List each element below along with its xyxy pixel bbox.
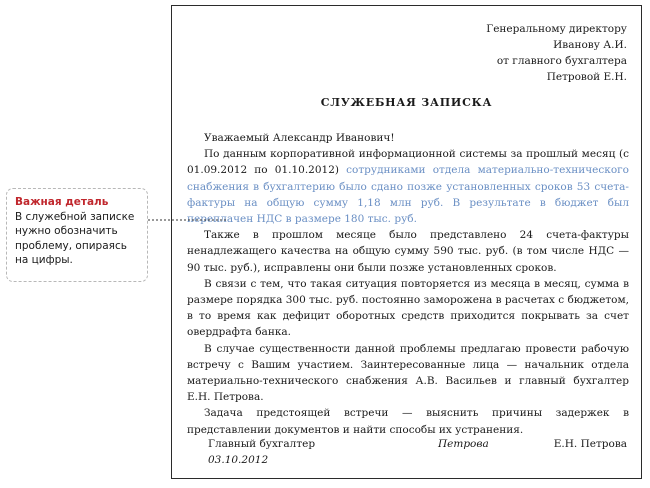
memo-title: СЛУЖЕБНАЯ ЗАПИСКА [320,96,493,109]
paragraph-1-highlight: сотрудниками отдела материально-технического снабжения в бухгалтерию было сдано позже установленных сроков 53 счета-фактуры на общую сумму 1,18 млн руб. В результате в бюджет был переплачен НДС в размере 180 тыс. руб. [187,164,629,226]
paragraph-2: Также в прошлом месяце было представлено 24 счета-фактуры ненадлежащего качества на общую сумму 590 тыс. руб. (в том числе НДС — 90 тыс. руб.), исправлены они были позже установленных сроков. [187,229,629,274]
addressee-line: Петровой Е.Н. [546,71,627,83]
callout-title: Важная деталь [15,196,109,208]
paragraph-4: В случае существенности данной проблемы предлагаю провести рабочую встречу с Вашим участием. Заинтересованные лица — начальник отдела материально-технического снабжения А.В. Васильев и главный бухгалтер Е.Н. Петрова. [187,342,629,404]
paragraph-1-plain: По данным корпоративной информационной системы за прошлый месяц (с 01.09.2012 по 01.10.2012) [187,148,629,177]
important-detail-callout [6,188,148,282]
memo-date: 03.10.2012 [208,454,269,466]
addressee-line: Иванову А.И. [553,39,627,51]
signer-position: Главный бухгалтер [208,438,316,450]
callout-text: В служебной записке нужно обозначить проблему, опираясь на цифры. [15,210,135,266]
signer-name: Е.Н. Петрова [553,438,627,450]
addressee-line: от главного бухгалтера [496,55,627,67]
handwritten-signature: Петрова [438,438,489,450]
paragraph-3: В связи с тем, что такая ситуация повторяется из месяца в месяц, сумма в размере порядка 300 тыс. руб. постоянно заморожена в расчетах с бюджетом, в то время как дефицит оборотных средств приходится покрывать за счет овердрафта банка. [187,277,629,339]
paragraph-5: Задача предстоящей встречи — выяснить причины задержек в представлении документов и найти способы их устранения. [187,407,629,436]
addressee-line: Генеральному директору [486,23,627,35]
greeting-text: Уважаемый Александр Иванович! [204,132,395,144]
